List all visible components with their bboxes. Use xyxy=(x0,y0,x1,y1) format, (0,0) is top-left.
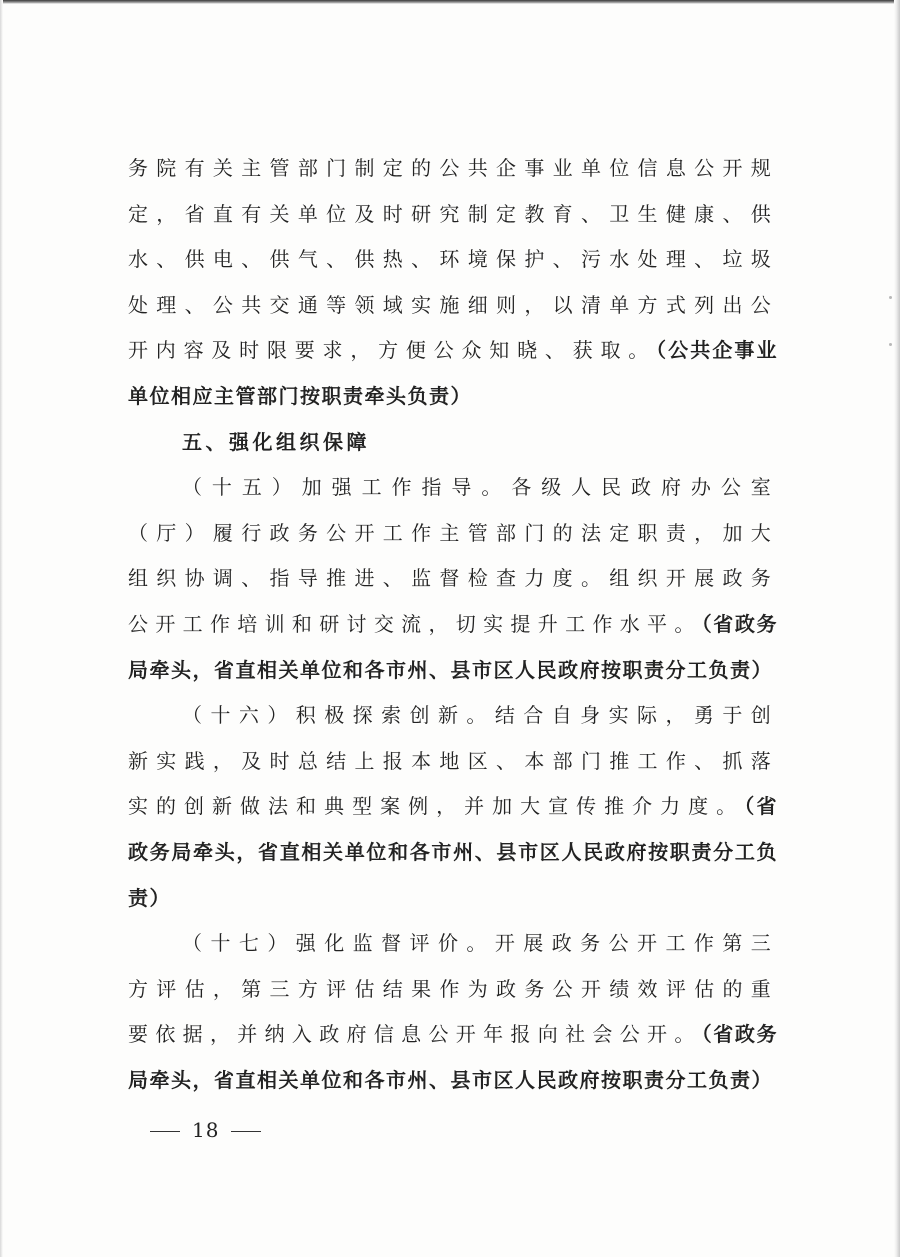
scan-top-edge xyxy=(0,0,900,4)
item-title: 强化监督评价。 xyxy=(295,931,495,956)
scan-speck xyxy=(889,296,892,299)
item-text: 开展政务公开工作第三方评估，第三方评估结果作为政务公开绩效评估的重要依据，并纳入政府信息公开年报向社会公开。 xyxy=(128,931,778,1047)
scan-right-edge xyxy=(894,0,900,1257)
continuation-paragraph xyxy=(128,146,778,420)
item-paragraph-17 xyxy=(128,921,778,1103)
item-number: （十六） xyxy=(182,703,296,728)
item-number: （十七） xyxy=(182,931,296,956)
item-number: （十五） xyxy=(182,475,302,500)
item-paragraph-15 xyxy=(128,465,778,693)
scan-left-edge xyxy=(0,0,3,1257)
continuation-responsibility: （公共企事业单位相应主管部门按职责牵头负责） xyxy=(128,338,779,408)
item-title: 积极探索创新。 xyxy=(295,703,495,728)
item-responsibility: （省政务局牵头，省直相关单位和各市州、县市区人民政府按职责分工负责） xyxy=(128,794,778,910)
item-responsibility: （省政务局牵头，省直相关单位和各市州、县市区人民政府按职责分工负责） xyxy=(128,611,779,682)
document-body xyxy=(128,146,778,1103)
item-paragraph-16 xyxy=(128,693,778,921)
section-heading: 五、强化组织保障 xyxy=(182,429,370,454)
page-number: 18 xyxy=(192,1118,220,1142)
item-responsibility: （省政务局牵头，省直相关单位和各市州、县市区人民政府按职责分工负责） xyxy=(128,1022,779,1092)
page-footer xyxy=(150,1118,261,1142)
footer-dash-right xyxy=(231,1131,261,1132)
item-text: 各级人民政府办公室（厅）履行政务公开工作主管部门的法定职责，加大组织协调、指导推进、监督检查力度。组织开展政务公开工作培训和研讨交流，切实提升工作水平。 xyxy=(128,475,778,636)
item-title: 加强工作指导。 xyxy=(301,475,512,500)
footer-dash-left xyxy=(150,1131,180,1132)
scan-speck xyxy=(889,343,892,346)
continuation-text: 务院有关主管部门制定的公共企事业单位信息公开规定，省直有关单位及时研究制定教育、卫生健康、供水、供电、供气、供热、环境保护、污水处理、垃圾处理、公共交通等领域实施细则，以清单方式列出公开内容及时限要求，方便公众知晓、获取。 xyxy=(128,156,778,363)
item-text: 结合自身实际，勇于创新实践，及时总结上报本地区、本部门推工作、抓落实的创新做法和典型案例，并加大宣传推介力度。 xyxy=(128,703,778,819)
